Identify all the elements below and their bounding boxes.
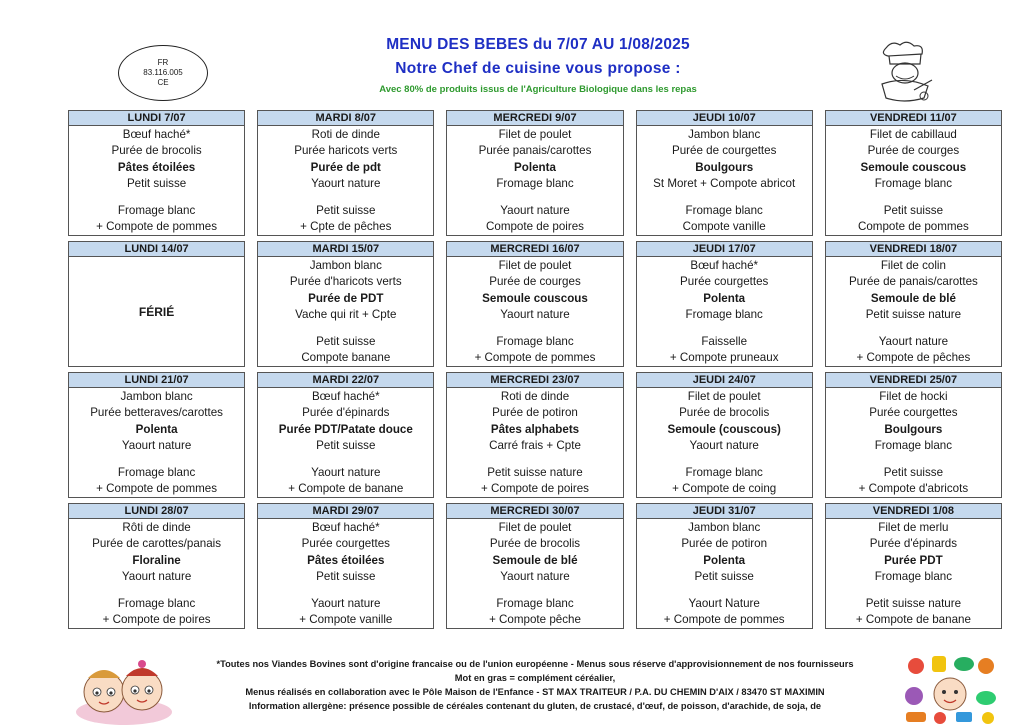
menu-item: Purée de panais/carottes: [848, 275, 978, 289]
menu-item: + Compote de pommes: [663, 613, 785, 627]
day-header: MARDI 22/07: [258, 373, 433, 388]
day-header: MARDI 8/07: [258, 111, 433, 126]
menu-item-cereal: Polenta: [514, 160, 556, 174]
menu-cell: [68, 372, 245, 498]
menu-items: [69, 519, 244, 628]
menu-item: Fromage blanc: [874, 570, 953, 584]
menu-cell: [68, 110, 245, 236]
menu-item: + Compote de banane: [855, 613, 971, 627]
menu-item: Petit suisse: [316, 334, 376, 348]
menu-item: Petit suisse nature: [865, 308, 962, 322]
menu-item-cereal: Purée de PDT: [308, 291, 384, 305]
menu-items: [258, 388, 433, 497]
menu-cell: [636, 110, 813, 236]
bio-notice: Avec 80% de produits issus de l'Agriculture Biologique dans les repas: [379, 84, 697, 95]
menu-cell: [825, 110, 1002, 236]
menu-item: Petit suisse: [694, 570, 754, 584]
menu-items: [447, 388, 622, 497]
menu-items: [826, 519, 1001, 628]
menu-cell: [68, 241, 245, 367]
menu-item: Carré frais + Cpte: [489, 439, 581, 453]
menu-items: [447, 257, 622, 366]
menu-item: Purée panais/carottes: [478, 144, 592, 158]
menu-item-cereal: Semoule (couscous): [667, 422, 781, 436]
day-header: JEUDI 31/07: [637, 504, 812, 519]
menu-item-cereal: Semoule de blé: [870, 291, 956, 305]
menu-item: Fromage blanc: [496, 177, 574, 191]
menu-item: Jambon blanc: [688, 521, 761, 534]
menu-item-cereal: Semoule couscous: [860, 160, 967, 174]
menu-item: Fromage blanc: [117, 203, 196, 217]
menu-item-cereal: Purée PDT: [884, 553, 943, 567]
menu-item-cereal: Polenta: [703, 553, 746, 567]
menu-item: Compote vanille: [682, 220, 766, 234]
menu-item: Yaourt Nature: [688, 596, 760, 610]
day-header: VENDREDI 11/07: [826, 111, 1001, 126]
menu-item: + Cpte de pêches: [300, 220, 392, 234]
menu-items: [69, 126, 244, 235]
menu-item: Yaourt nature: [121, 570, 192, 584]
menu-item: + Compote pruneaux: [669, 351, 779, 365]
menu-item-cereal: Semoule de blé: [492, 553, 578, 567]
chef-illustration-icon: [874, 40, 934, 104]
menu-item: Bœuf haché*: [311, 521, 380, 534]
day-header: MERCREDI 16/07: [447, 242, 622, 257]
menu-items: [258, 126, 433, 235]
menu-item: Yaourt nature: [311, 177, 381, 191]
menu-cell: [825, 503, 1002, 629]
menu-item: Petit suisse: [883, 465, 944, 479]
menu-cell: [257, 241, 434, 367]
day-header: LUNDI 28/07: [69, 504, 244, 519]
menu-item: Jambon blanc: [120, 390, 193, 403]
menu-item: Fromage blanc: [685, 203, 763, 217]
day-header: MERCREDI 9/07: [447, 111, 622, 126]
menu-item: Roti de dinde: [311, 128, 380, 141]
menu-item: Petit suisse: [316, 570, 376, 584]
menu-cell: [825, 372, 1002, 498]
menu-items: [637, 388, 812, 497]
menu-item-cereal: Purée de pdt: [310, 160, 381, 174]
menu-cell: [636, 241, 813, 367]
menu-cell: [257, 372, 434, 498]
menu-item: Petit suisse: [316, 203, 376, 217]
menu-cell: [446, 503, 623, 629]
menu-item: Purée de courges: [867, 144, 960, 158]
menu-items: [826, 257, 1001, 366]
menu-item: Compote banane: [301, 351, 391, 365]
menu-item: Yaourt nature: [500, 570, 570, 584]
menu-item: + Compote de banane: [288, 482, 404, 496]
menu-items: [69, 388, 244, 497]
menu-item-cereal: Floraline: [132, 553, 181, 567]
menu-cell: [636, 503, 813, 629]
menu-item: Fromage blanc: [117, 596, 196, 610]
day-header: JEUDI 17/07: [637, 242, 812, 257]
menu-item: Filet de cabillaud: [869, 128, 957, 141]
day-header: LUNDI 21/07: [69, 373, 244, 388]
menu-item: Purée d'épinards: [869, 537, 958, 551]
page-header: [0, 36, 1024, 95]
menu-item: + Compote de poires: [102, 613, 211, 627]
menu-item: Yaourt nature: [878, 334, 949, 348]
stamp-line-3: CE: [157, 78, 169, 87]
menu-cell: [68, 503, 245, 629]
page-subtitle: Notre Chef de cuisine vous propose :: [395, 60, 681, 77]
menu-item: Purée de carottes/panais: [92, 537, 222, 551]
menu-item: Bœuf haché*: [311, 390, 380, 403]
menu-item: Filet de hocki: [879, 390, 948, 403]
menu-item: Purée de brocolis: [489, 537, 581, 551]
menu-item: Filet de merlu: [878, 521, 949, 534]
menu-cell: [825, 241, 1002, 367]
menu-items: [637, 519, 812, 628]
menu-item: Purée haricots verts: [294, 144, 398, 158]
day-header: MERCREDI 30/07: [447, 504, 622, 519]
menu-item: Filet de poulet: [498, 128, 572, 141]
menu-items: [826, 126, 1001, 235]
footer-line-bold-legend: Mot en gras = complément céréalier,: [454, 673, 616, 683]
menu-item-cereal: Boulgours: [884, 422, 943, 436]
menu-item: Faisselle: [701, 334, 748, 348]
menu-items: [447, 126, 622, 235]
menu-item-cereal: Polenta: [135, 422, 178, 436]
footer-line-origin: *Toutes nos Viandes Bovines sont d'origine francaise ou de l'union européenne - Menus sous réserve d'approvisionnement de nos fournisseurs: [216, 659, 854, 669]
menu-cell: [446, 241, 623, 367]
babies-illustration-icon: [70, 652, 178, 726]
menu-item: Roti de dinde: [500, 390, 570, 403]
menu-item: Purée de brocolis: [679, 406, 770, 420]
menu-item: Purée courgettes: [869, 406, 958, 420]
menu-item: + Compote de coing: [672, 482, 777, 496]
menu-item: + Compote de pommes: [474, 351, 596, 365]
menu-item: Vache qui rit + Cpte: [295, 308, 397, 322]
menu-item: Filet de colin: [880, 259, 946, 272]
menu-item: Purée d'épinards: [302, 406, 390, 420]
menu-item: Fromage blanc: [117, 465, 196, 479]
menu-cell: [257, 110, 434, 236]
menu-cell: [636, 372, 813, 498]
menu-item: Yaourt nature: [500, 308, 570, 322]
menu-item: Yaourt nature: [311, 465, 381, 479]
footer-line-allergens: Information allergène: présence possible de céréales contenant du gluten, de crustacé, d'œuf, de poisson, d'arachide, de soja, de: [248, 701, 822, 711]
menu-item: + Compote d'abricots: [858, 482, 969, 496]
menu-item: Fromage blanc: [496, 334, 574, 348]
menu-item: Fromage blanc: [496, 596, 574, 610]
day-header: JEUDI 24/07: [637, 373, 812, 388]
menu-items: [258, 257, 433, 366]
menu-items: [258, 519, 433, 628]
menu-item: + Compote vanille: [299, 613, 393, 627]
menu-items: [637, 126, 812, 235]
day-header: JEUDI 10/07: [637, 111, 812, 126]
menu-item: Fromage blanc: [685, 308, 763, 322]
menu-item: Compote de pommes: [857, 220, 969, 234]
day-header: VENDREDI 18/07: [826, 242, 1001, 257]
menu-item: Yaourt nature: [121, 439, 192, 453]
menu-item: Yaourt nature: [500, 203, 570, 217]
menu-item-cereal: Purée PDT/Patate douce: [278, 422, 413, 436]
day-header: MARDI 29/07: [258, 504, 433, 519]
menu-item-cereal: Pâtes étoilées: [307, 553, 385, 567]
menu-item-cereal: Pâtes étoilées: [117, 160, 196, 174]
menu-item: Purée de potiron: [681, 537, 768, 551]
menu-item: Petit suisse: [883, 203, 944, 217]
menu-item: + Compote de pêches: [856, 351, 971, 365]
menu-item: Filet de poulet: [498, 521, 572, 534]
day-header: VENDREDI 25/07: [826, 373, 1001, 388]
holiday-label: FÉRIÉ: [138, 304, 175, 319]
menu-item-cereal: Semoule couscous: [482, 291, 588, 305]
menu-items: [637, 257, 812, 366]
menu-cell: [257, 503, 434, 629]
day-header: LUNDI 14/07: [69, 242, 244, 257]
menu-grid: [68, 110, 1002, 629]
footer-line-collaboration: Menus réalisés en collaboration avec le Pôle Maison de l'Enfance - ST MAX TRAITEUR / P.A. DU CHEMIN D'AIX / 83470 ST MAXIMIN: [245, 687, 825, 697]
menu-cell: [446, 110, 623, 236]
stamp-line-1: FR: [157, 58, 169, 67]
menu-item: Jambon blanc: [688, 128, 761, 141]
day-header: MERCREDI 23/07: [447, 373, 622, 388]
menu-item: Yaourt nature: [689, 439, 759, 453]
menu-item: + Compote de pommes: [96, 220, 218, 234]
menu-items: [826, 388, 1001, 497]
menu-item: Petit suisse: [126, 177, 187, 191]
menu-item: Filet de poulet: [687, 390, 761, 403]
menu-item: Purée courgettes: [680, 275, 769, 289]
menu-item: + Compote pêche: [489, 613, 581, 627]
menu-cell: [446, 372, 623, 498]
menu-item: Petit suisse: [316, 439, 376, 453]
menu-item: Bœuf haché*: [690, 259, 759, 272]
menu-item: Purée de potiron: [492, 406, 578, 420]
menu-items: [447, 519, 622, 628]
menu-item: Fromage blanc: [874, 439, 953, 453]
menu-item: St Moret + Compote abricot: [653, 177, 796, 191]
menu-item: Purée de courgettes: [671, 144, 777, 158]
menu-item: + Compote de pommes: [96, 482, 218, 496]
menu-item: Purée de courges: [489, 275, 581, 289]
food-illustration-icon: [900, 652, 1000, 726]
menu-item: Filet de poulet: [498, 259, 572, 272]
menu-item: + Compote de poires: [481, 482, 589, 496]
menu-item-cereal: Pâtes alphabets: [490, 422, 580, 436]
menu-item-cereal: Polenta: [703, 291, 746, 305]
menu-item: Purée betteraves/carottes: [90, 406, 223, 420]
menu-item: Fromage blanc: [685, 465, 763, 479]
page-title: MENU DES BEBES du 7/07 AU 1/08/2025: [386, 36, 690, 53]
menu-item: Compote de poires: [486, 220, 584, 234]
menu-item-cereal: Boulgours: [695, 160, 754, 174]
menu-item: Yaourt nature: [311, 596, 381, 610]
menu-item: Petit suisse nature: [487, 465, 583, 479]
menu-item: Petit suisse nature: [865, 596, 962, 610]
menu-item: Purée d'haricots verts: [289, 275, 402, 289]
day-header: MARDI 15/07: [258, 242, 433, 257]
stamp-line-2: 83.116.005: [143, 68, 183, 77]
menu-item: Jambon blanc: [309, 259, 382, 272]
menu-item: Purée de brocolis: [111, 144, 202, 158]
menu-item: Fromage blanc: [874, 177, 953, 191]
day-header: LUNDI 7/07: [69, 111, 244, 126]
menu-item: Rôti de dinde: [122, 521, 191, 534]
menu-item: Bœuf haché*: [122, 128, 191, 141]
day-header: VENDREDI 1/08: [826, 504, 1001, 519]
menu-item: Purée courgettes: [301, 537, 390, 551]
